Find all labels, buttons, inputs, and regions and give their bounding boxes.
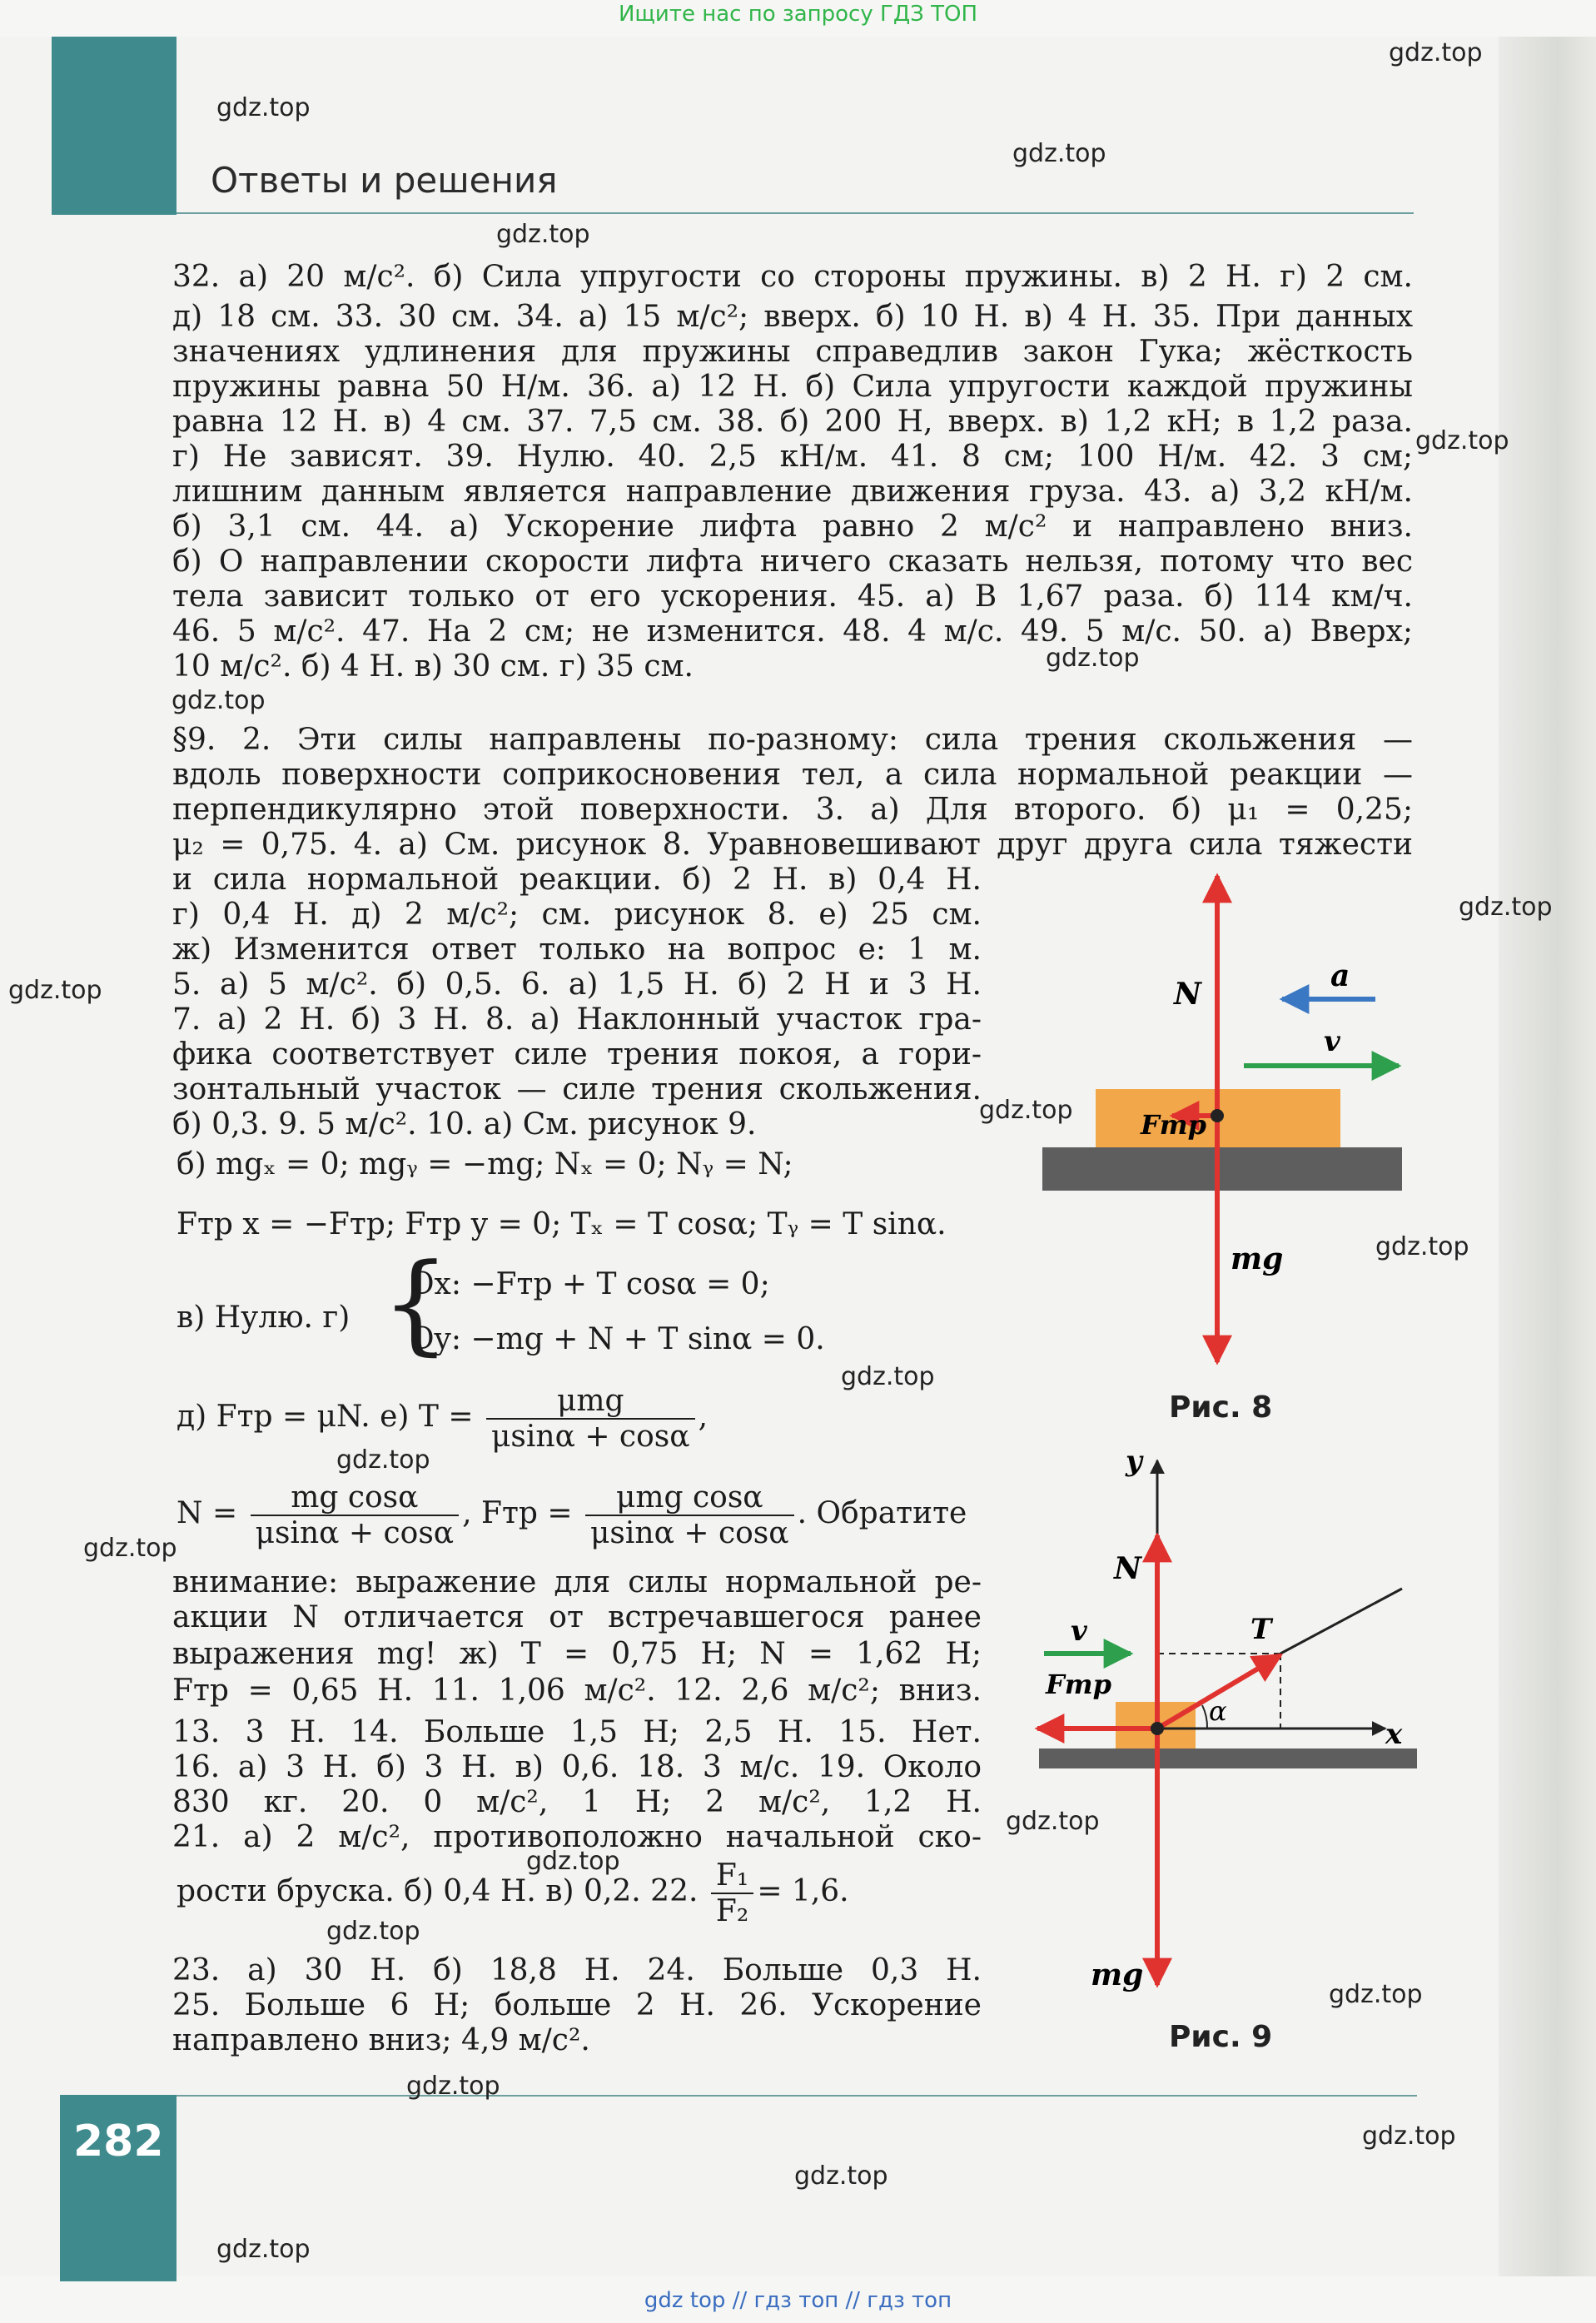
watermark: gdz.top — [1389, 38, 1483, 67]
text-line: значениях удлинения для пружины справедлив закон Гука; жёсткость — [172, 335, 1413, 369]
text-line: и сила нормальной реакции. б) 2 Н. в) 0,4 Н. — [172, 863, 982, 897]
equation-system-prefix: в) Нулю. г) — [177, 1301, 351, 1335]
text-line: тела зависит только от его ускорения. 45. а) В 1,67 раза. б) 114 км/ч. — [172, 580, 1413, 614]
alpha-arc — [1202, 1705, 1207, 1729]
section-9-line: §9. 2. Эти силы направлены по-разному: сила трения скольжения — — [172, 723, 1413, 757]
center-point — [1151, 1722, 1164, 1735]
watermark: gdz.top — [1459, 893, 1553, 922]
fraction-denominator: μsinα + cosα — [255, 1516, 455, 1550]
text-line: 23. а) 30 Н. б) 18,8 Н. 24. Больше 0,3 Н. — [172, 1953, 982, 1987]
label-mg: mg — [1091, 1957, 1144, 1992]
text-line: г) 0,4 Н. д) 2 м/с²; см. рисунок 8. е) 25 см. — [172, 898, 982, 932]
watermark: gdz.top — [1046, 644, 1140, 673]
label-v: v — [1324, 1025, 1340, 1058]
equation-system-ox: Ox: −Fтр + T cosα = 0; — [410, 1267, 770, 1301]
label-Ftr: Fтр — [1141, 1109, 1206, 1141]
watermark: gdz.top — [336, 1445, 430, 1475]
text-line: лишним данным является направление движения груза. 43. а) 3,2 кН/м. — [172, 475, 1413, 509]
top-banner[interactable]: Ищите нас по запросу ГДЗ ТОП — [618, 2, 978, 27]
system-brace: { — [381, 1240, 450, 1366]
text-line: г) Не зависят. 39. Нулю. 40. 2,5 кН/м. 41. 8 см; 100 Н/м. 42. 3 см; — [172, 440, 1413, 474]
label-mg: mg — [1231, 1241, 1284, 1276]
label-N: N — [1174, 977, 1201, 1012]
equation-tension-prefix: д) Fтр = μN. е) T = — [177, 1400, 474, 1434]
label-alpha: α — [1209, 1695, 1227, 1727]
text-line: ж) Изменится ответ только на вопрос е: 1 м. — [172, 933, 982, 967]
equation-tension-suffix: , — [698, 1400, 709, 1434]
fraction-denominator: μsinα + cosα — [491, 1420, 690, 1454]
equation-projections-2: Fтр x = −Fтр; Fтр y = 0; Tₓ = T cosα; Tᵧ = T sinα. — [177, 1207, 947, 1241]
text-line: 25. Больше 6 Н; больше 2 Н. 26. Ускорение — [172, 1988, 982, 2022]
text-line: направлено вниз; 4,9 м/с². — [172, 2023, 590, 2057]
watermark: gdz.top — [1415, 426, 1509, 455]
text-line: 7. а) 2 Н. б) 3 Н. 8. а) Наклонный участок гра- — [172, 1002, 982, 1037]
text-line: фика соответствует силе трения покоя, а гори- — [172, 1037, 982, 1072]
watermark: gdz.top — [8, 976, 102, 1005]
fraction-numerator: mg cosα — [251, 1480, 460, 1516]
equation-normal-prefix: N = — [177, 1496, 238, 1530]
watermark: gdz.top — [496, 220, 590, 249]
text-line: акции N отличается от встречавшегося ранее — [172, 1600, 982, 1634]
watermark: gdz.top — [172, 686, 266, 715]
watermark: gdz.top — [1362, 2122, 1456, 2151]
text-line: 13. 3 Н. 14. Больше 1,5 Н; 2,5 Н. 15. Нет. — [172, 1715, 982, 1749]
text-line: б) О направлении скорости лифта ничего сказать нельзя, потому что вес — [172, 545, 1413, 579]
watermark: gdz.top — [1329, 1980, 1423, 2009]
label-a: a — [1330, 958, 1350, 993]
label-v: v — [1071, 1614, 1087, 1648]
text-line: 16. а) 3 Н. б) 3 Н. в) 0,6. 18. 3 м/с. 19. Около — [172, 1750, 982, 1784]
watermark: gdz.top — [216, 93, 311, 122]
figure-8-caption: Рис. 8 — [1169, 1390, 1273, 1425]
equation-ratio-prefix: рости бруска. б) 0,4 Н. в) 0,2. 22. — [177, 1874, 699, 1908]
text-line: д) 18 см. 33. 30 см. 34. а) 15 м/с²; вверх. б) 10 Н. в) 4 Н. 35. При данных — [172, 300, 1413, 334]
label-x: x — [1385, 1718, 1403, 1751]
watermark: gdz.top — [83, 1534, 177, 1563]
text-line: перпендикулярно этой поверхности. 3. а) Для второго. б) μ₁ = 0,25; — [172, 793, 1413, 827]
fraction-numerator: μmg — [486, 1384, 695, 1420]
watermark: gdz.top — [216, 2235, 311, 2264]
text-line: 5. а) 5 м/с². б) 0,5. 6. а) 1,5 Н. б) 2 Н и 3 Н. — [172, 968, 982, 1002]
text-line: 32. а) 20 м/с². б) Сила упругости со стороны пружины. в) 2 Н. г) 2 см. — [172, 260, 1413, 294]
label-T: T — [1250, 1613, 1272, 1646]
watermark: gdz.top — [1012, 139, 1106, 168]
text-line: б) 0,3. 9. 5 м/с². 10. а) См. рисунок 9. — [172, 1107, 757, 1142]
text-line: 46. 5 м/с². 47. На 2 см; не изменится. 48. 4 м/с. 49. 5 м/с. 50. а) Вверх; — [172, 614, 1413, 649]
text-line: μ₂ = 0,75. 4. а) См. рисунок 8. Уравновешивают друг друга сила тяжести — [172, 828, 1413, 862]
label-Ftr: Fтр — [1046, 1669, 1111, 1700]
fraction-denominator: μsinα + cosα — [590, 1516, 789, 1550]
watermark: gdz.top — [794, 2161, 888, 2191]
page-number: 282 — [73, 2117, 164, 2166]
label-N: N — [1114, 1551, 1141, 1586]
text-line: б) 3,1 см. 44. а) Ускорение лифта равно 2 м/с² и направлено вниз. — [172, 510, 1413, 544]
equation-ratio-suffix: = 1,6. — [757, 1874, 849, 1908]
text-line: 830 кг. 20. 0 м/с², 1 Н; 2 м/с², 1,2 Н. — [172, 1785, 982, 1819]
header-title: Ответы и решения — [211, 160, 558, 201]
text-line: 21. а) 2 м/с², противоположно начальной ско- — [172, 1820, 982, 1854]
watermark: gdz.top — [406, 2072, 500, 2101]
text-line: пружины равна 50 Н/м. 36. а) 12 Н. б) Сила упругости каждой пружины — [172, 370, 1413, 404]
rope-line — [1280, 1589, 1402, 1654]
text-line: Fтр = 0,65 Н. 11. 1,06 м/с². 12. 2,6 м/с²; вниз. — [172, 1674, 982, 1708]
fraction-numerator: F₁ — [711, 1858, 753, 1894]
watermark: gdz.top — [1006, 1807, 1100, 1836]
watermark: gdz.top — [841, 1362, 935, 1391]
equation-projections-1: б) mgₓ = 0; mgᵧ = −mg; Nₓ = 0; Nᵧ = N; — [177, 1147, 793, 1181]
watermark: gdz.top — [1375, 1232, 1469, 1261]
watermark: gdz.top — [979, 1096, 1073, 1125]
watermark: gdz.top — [326, 1917, 420, 1946]
text-line: внимание: выражение для силы нормальной ре- — [172, 1565, 982, 1599]
watermark: gdz.top — [526, 1847, 620, 1876]
text-line: равна 12 Н. в) 4 см. 37. 7,5 см. 38. б) 200 Н, вверх. в) 1,2 кН; в 1,2 раза. — [172, 405, 1413, 439]
figure-9-caption: Рис. 9 — [1169, 2020, 1273, 2054]
equation-normal-suffix: . Обратите — [797, 1496, 967, 1530]
fraction-denominator: F₂ — [715, 1894, 749, 1928]
bottom-banner[interactable]: gdz top // гдз топ // гдз топ — [644, 2288, 952, 2313]
text-line: зонтальный участок — силе трения скольжения. — [172, 1072, 982, 1107]
fraction-numerator: μmg cosα — [585, 1480, 794, 1516]
text-line: 10 м/с². б) 4 Н. в) 30 см. г) 35 см. — [172, 649, 694, 684]
label-y: y — [1126, 1445, 1142, 1478]
surface — [1039, 1748, 1417, 1768]
equation-system-oy: Oy: −mg + N + T sinα = 0. — [410, 1322, 825, 1356]
text-line: выражения mg! ж) T = 0,75 Н; N = 1,62 Н; — [172, 1637, 982, 1671]
equation-normal-mid: , Fтр = — [462, 1496, 573, 1530]
text-line: вдоль поверхности соприкосновения тел, а сила нормальной реакции — — [172, 758, 1413, 792]
